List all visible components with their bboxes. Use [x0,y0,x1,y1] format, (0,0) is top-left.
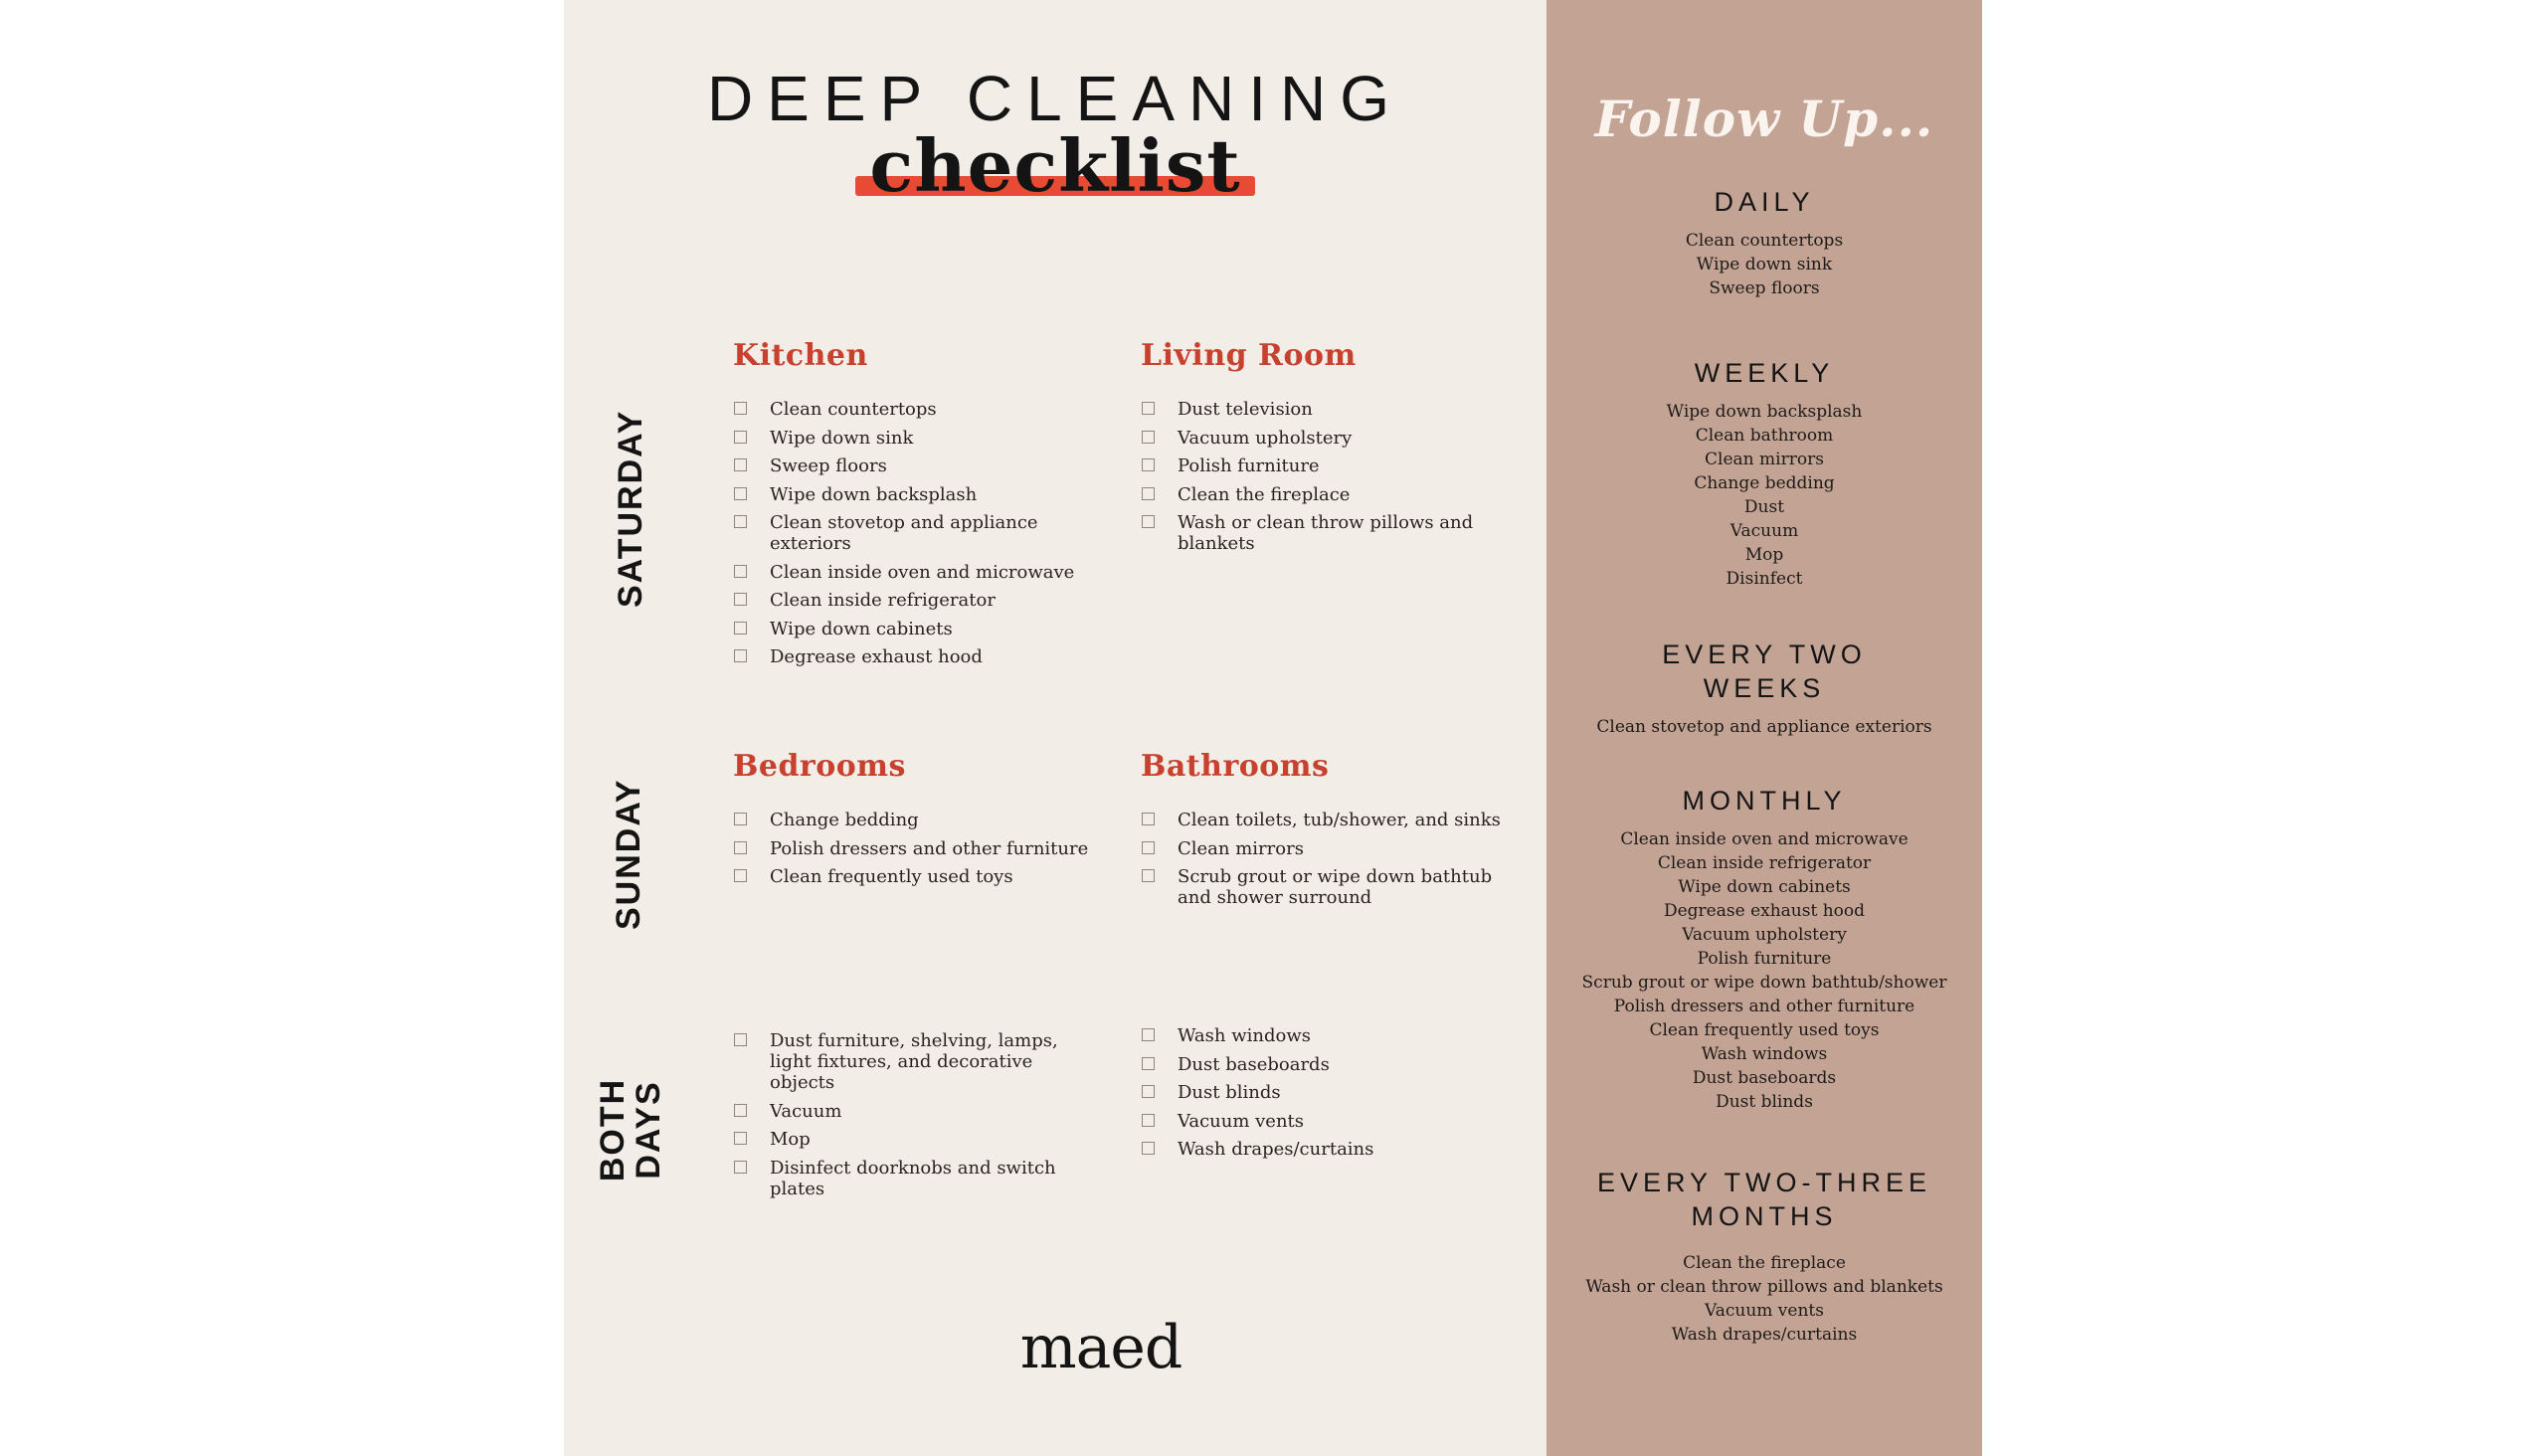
checklist-item [733,1158,1071,1199]
checklist-item [733,1030,1071,1093]
section-heading: Bedrooms [733,749,906,784]
checklist-item [733,399,1121,420]
section-both-days-left [733,1030,1071,1206]
checklist-item [733,1129,1071,1150]
follow-up-item: Clean frequently used toys [1649,1020,1880,1040]
section-bathrooms [1141,749,1529,916]
checklist-item-label: Disinfect doorknobs and switch plates [770,1157,1056,1199]
checklist-item [733,455,1121,476]
follow-up-item: Clean stovetop and appliance exteriors [1596,717,1932,737]
follow-up-item: Wash or clean throw pillows and blankets [1585,1277,1943,1297]
checklist-item-label: Polish dressers and other furniture [770,837,1089,859]
follow-up-daily [1546,185,1982,300]
follow-up-item: Vacuum vents [1705,1301,1824,1321]
follow-up-item: Mop [1744,545,1784,565]
checklist-item-label: Wipe down backsplash [770,483,978,505]
checklist-item [1141,838,1529,859]
follow-up-heading: DAILY [1714,187,1815,217]
follow-up-title: Follow Up... [1594,90,1934,148]
checklist-item-label: Dust television [1178,399,1313,420]
checklist-item [733,512,1121,554]
follow-up-item: Wipe down backsplash [1666,402,1863,422]
checklist-item-label: Clean inside refrigerator [770,590,996,611]
follow-up-item: Polish dressers and other furniture [1613,997,1915,1016]
checklist-item [1141,512,1529,554]
follow-up-heading: EVERY TWO WEEKS [1662,639,1867,703]
checklist-item [733,838,1121,859]
checklist-item [1141,1111,1529,1132]
checklist-item-label: Vacuum upholstery [1178,427,1353,449]
section-living-room [1141,338,1529,562]
checklist-item-label: Mop [770,1129,811,1150]
checklist-item-label: Wipe down cabinets [770,618,953,639]
checklist [1141,399,1529,554]
checklist-item [733,428,1121,449]
checklist-item [733,590,1121,611]
follow-up-item: Clean inside refrigerator [1657,853,1872,873]
checkbox[interactable] [1142,402,1155,415]
checkbox[interactable] [734,1132,747,1145]
checkbox[interactable] [734,402,747,415]
follow-up-item: Clean countertops [1685,231,1844,251]
checklist-item [1141,484,1529,505]
checkbox[interactable] [1142,1057,1155,1070]
checkbox[interactable] [1142,813,1155,825]
checkbox[interactable] [734,565,747,578]
checkbox[interactable] [734,1104,747,1117]
checklist-item-label: Clean countertops [770,399,937,420]
checklist-item [1141,866,1529,908]
checklist-item-label: Dust baseboards [1178,1053,1330,1075]
checklist-item [733,484,1121,505]
checklist-item-label: Degrease exhaust hood [770,646,983,667]
checklist [733,810,1121,887]
checkbox[interactable] [1142,1028,1155,1041]
follow-up-item: Dust baseboards [1692,1068,1837,1088]
checklist-item-label: Clean the fireplace [1178,483,1351,505]
follow-up-item: Vacuum [1729,521,1799,541]
follow-up-heading: EVERY TWO-THREE MONTHS [1596,1168,1932,1231]
checkbox[interactable] [1142,515,1155,528]
checklist-item-label: Wash or clean throw pillows and blankets [1178,512,1474,554]
follow-up-every-two-three-months [1546,1166,1982,1347]
checklist-item-label: Sweep floors [770,455,887,476]
checklist-item-label: Vacuum vents [1178,1110,1305,1132]
follow-up-item: Wipe down cabinets [1678,877,1851,897]
follow-up-item: Wash windows [1701,1044,1828,1064]
checklist-item [1141,428,1529,449]
follow-up-item: Dust [1743,497,1785,517]
checkbox[interactable] [1142,841,1155,854]
checklist-item [733,646,1121,667]
follow-up-panel [1546,0,1982,1456]
section-heading: Bathrooms [1141,749,1330,784]
checkbox[interactable] [734,431,747,444]
follow-up-item: Polish furniture [1697,949,1832,969]
follow-up-item: Clean the fireplace [1683,1253,1846,1273]
follow-up-item: Sweep floors [1709,278,1820,298]
checklist-item-label: Polish furniture [1178,455,1320,476]
follow-up-item: Change bedding [1694,473,1835,493]
checklist [733,1030,1071,1199]
day-label-both-days: BOTH DAYS [594,1077,667,1183]
checklist-item [733,866,1121,887]
checklist-item-label: Clean frequently used toys [770,866,1013,887]
section-heading: Living Room [1141,338,1357,373]
follow-up-item: Dust blinds [1716,1092,1813,1112]
checkbox[interactable] [734,813,747,825]
checklist-item [1141,1054,1529,1075]
checklist-item [733,562,1121,583]
checklist-item-label: Dust blinds [1178,1082,1281,1103]
follow-up-item: Vacuum upholstery [1682,925,1847,945]
checkbox[interactable] [734,515,747,528]
checkbox[interactable] [1142,431,1155,444]
brand-logo: maed [1019,1313,1182,1382]
checkbox[interactable] [734,869,747,882]
checkbox[interactable] [1142,869,1155,882]
follow-up-item: Scrub grout or wipe down bathtub/shower [1581,973,1947,993]
follow-up-weekly [1546,356,1982,591]
follow-up-item: Wash drapes/curtains [1671,1325,1858,1345]
section-kitchen [733,338,1121,675]
checkbox[interactable] [734,1033,747,1046]
day-label-sunday: SUNDAY [610,778,647,930]
follow-up-item: Clean inside oven and microwave [1620,829,1909,849]
follow-up-heading: MONTHLY [1682,786,1847,816]
checklist [733,399,1121,667]
follow-up-item: Clean mirrors [1705,450,1824,469]
title-line-2: checklist [855,123,1254,208]
checklist-item-label: Wash windows [1178,1025,1311,1046]
checklist-item [733,1101,1071,1122]
day-label-saturday: SATURDAY [612,409,649,608]
checklist-item-label: Clean stovetop and appliance exteriors [770,512,1038,554]
follow-up-item: Degrease exhaust hood [1663,901,1866,921]
follow-up-every-two-weeks [1546,637,1982,739]
checklist-item [1141,399,1529,420]
follow-up-item: Disinfect [1726,569,1803,589]
checklist-item-label: Wipe down sink [770,427,914,449]
section-both-days-right [1141,1025,1529,1168]
checklist-item [733,810,1121,830]
checkbox[interactable] [734,649,747,662]
checklist-item [1141,1082,1529,1103]
checkbox[interactable] [734,593,747,606]
checklist-item-label: Change bedding [770,810,919,830]
checkbox[interactable] [734,1161,747,1174]
follow-up-item: Wipe down sink [1696,255,1833,274]
checkbox[interactable] [1142,458,1155,471]
checkbox[interactable] [734,487,747,500]
checklist-item [1141,1025,1529,1046]
checklist-item-label: Clean toilets, tub/shower, and sinks [1178,810,1501,830]
follow-up-heading: WEEKLY [1694,358,1835,388]
checklist-poster [564,0,1546,1456]
checkbox[interactable] [1142,1114,1155,1127]
checklist [1141,1025,1529,1160]
checklist-item-label: Dust furniture, shelving, lamps, light fixtures, and decorative objects [770,1030,1058,1093]
checkbox[interactable] [734,622,747,635]
checklist-item-label: Scrub grout or wipe down bathtub and shower surround [1178,866,1493,908]
checklist [1141,810,1529,908]
follow-up-item: Clean bathroom [1695,426,1834,446]
checklist-item-label: Vacuum [770,1100,842,1122]
section-bedrooms [733,749,1121,895]
follow-up-monthly [1546,784,1982,1114]
section-heading: Kitchen [733,338,868,373]
checklist-item-label: Wash drapes/curtains [1178,1139,1374,1160]
checklist-item [1141,810,1529,830]
checkbox[interactable] [734,458,747,471]
title-line-1: DEEP CLEANING [706,63,1404,134]
checkbox[interactable] [1142,487,1155,500]
checklist-item [1141,455,1529,476]
checkbox[interactable] [1142,1085,1155,1098]
checklist-item-label: Clean inside oven and microwave [770,561,1075,583]
checklist-item [733,619,1121,639]
checklist-item-label: Clean mirrors [1178,837,1304,859]
checkbox[interactable] [1142,1142,1155,1155]
checkbox[interactable] [734,841,747,854]
checklist-item [1141,1139,1529,1160]
